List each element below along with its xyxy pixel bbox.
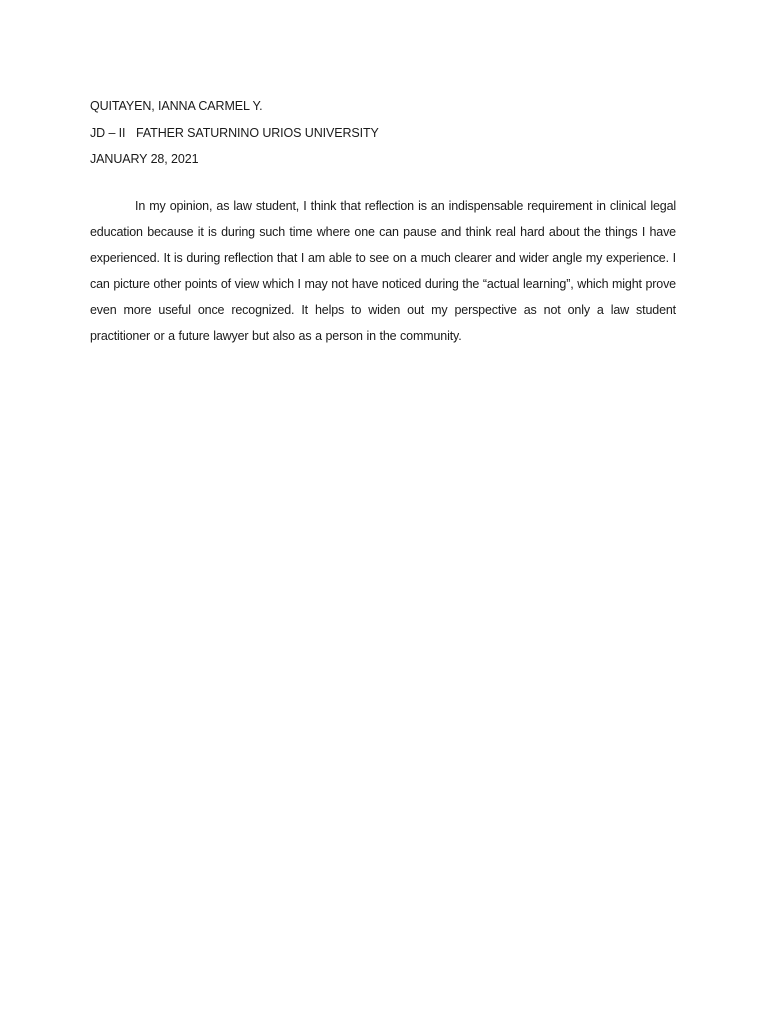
program-school-line [90, 120, 680, 147]
reflection-paragraph: In my opinion, as law student, I think that reflection is an indispensable requirement in clinical legal education because it is during such time where one can pause and think real hard about the things I have experienced. It is during reflection that I am able to see on a much clearer and wider angle my experience. I can picture other points of view which I may not have noticed during the “actual learning”, which might prove even more useful once recognized. It helps to widen out my perspective as not only a law student practitioner or a future lawyer but also as a person in the community. [90, 199, 676, 343]
student-name: QUITAYEN, IANNA CARMEL Y. [90, 99, 263, 113]
program-year: JD – II [90, 125, 126, 140]
document-header [90, 93, 680, 173]
document-date: JANUARY 28, 2021 [90, 152, 199, 166]
school-name: FATHER SATURNINO URIOS UNIVERSITY [136, 125, 379, 140]
